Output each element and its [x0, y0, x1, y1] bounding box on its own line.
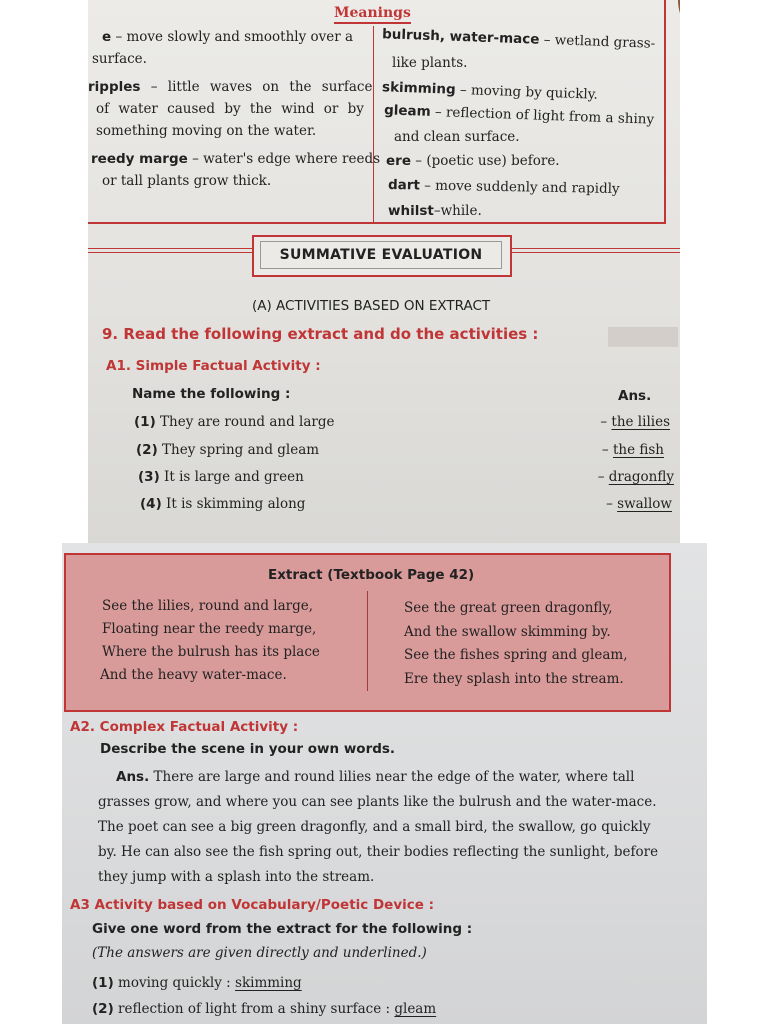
meaning-term: skimming	[381, 79, 456, 98]
meaning-term: dart	[387, 176, 421, 194]
a3-heading: A3 Activity based on Vocabulary/Poetic Device :	[70, 897, 435, 913]
poem-line: And the swallow skimming by.	[404, 624, 611, 640]
poem-line: And the heavy water-mace.	[100, 667, 287, 683]
meanings-title: Meanings	[334, 4, 411, 24]
poem-line: Floating near the reedy marge,	[102, 621, 317, 637]
answer-text: the fish	[612, 442, 664, 458]
bottom-page-photo	[62, 543, 707, 1024]
answer-line	[98, 765, 678, 790]
answer-text: the lilies	[611, 414, 670, 430]
a2-heading: A2. Complex Factual Activity :	[70, 719, 299, 735]
top-page-photo	[88, 0, 680, 545]
item-number: (1)	[92, 975, 114, 991]
meaning-def: like plants.	[392, 55, 468, 71]
meanings-box	[88, 0, 666, 224]
item-text: They are round and large	[160, 414, 335, 430]
meaning-left-4	[96, 120, 316, 142]
meaning-def: – water's edge where reeds	[187, 151, 381, 167]
answer-line: The poet can see a big green dragonfly, and a small bird, the swallow, go quickly	[98, 819, 651, 835]
meaning-left-0	[102, 26, 353, 48]
question-9: 9. Read the following extract and do the activities :	[102, 325, 539, 343]
answer-line: grasses grow, and where you can see plants like the bulrush and the water-mace.	[98, 794, 657, 810]
finger-image	[678, 0, 680, 40]
meaning-def: and clean surface.	[394, 129, 520, 145]
meaning-right-5	[386, 150, 560, 172]
a2-question: Describe the scene in your own words.	[100, 741, 396, 757]
item-answer: – swallow	[606, 496, 672, 512]
a1-item	[140, 496, 680, 520]
meaning-def: – moving by quickly.	[455, 81, 599, 103]
activities-heading: (A) ACTIVITIES BASED ON EXTRACT	[252, 298, 491, 314]
meaning-def: – (poetic use) before.	[410, 153, 560, 169]
meaning-left-5	[91, 148, 380, 170]
meaning-def: – move slowly and smoothly over a	[111, 29, 354, 45]
meaning-left-3	[96, 98, 364, 120]
meaning-def: –while.	[433, 203, 482, 219]
meaning-term: gleam	[383, 102, 431, 120]
item-text: It is skimming along	[166, 496, 306, 512]
meaning-def: – reflection of light from a shiny	[430, 103, 655, 128]
meaning-right-7	[388, 200, 482, 222]
meaning-term: reedy marge	[91, 151, 188, 167]
meaning-term: bulrush, water-mace	[381, 26, 540, 48]
summative-title: SUMMATIVE EVALUATION	[260, 241, 502, 269]
item-text: It is large and green	[164, 469, 304, 485]
a1-instruction: Name the following :	[132, 386, 291, 402]
poem-line: See the fishes spring and gleam,	[404, 647, 628, 663]
a1-ans-label: Ans.	[618, 388, 652, 404]
vocab-item	[92, 975, 302, 991]
extract-divider	[367, 591, 368, 691]
ans-label: Ans.	[116, 769, 150, 785]
meaning-def: or tall plants grow thick.	[102, 173, 272, 189]
item-number: (2)	[136, 442, 158, 458]
item-number: (1)	[134, 414, 156, 430]
item-answer: – the lilies	[600, 414, 670, 430]
item-text: moving quickly :	[118, 975, 236, 991]
summative-box	[252, 235, 512, 277]
poem-line: See the lilies, round and large,	[102, 598, 314, 614]
highlight-smudge	[608, 327, 678, 347]
a1-heading: A1. Simple Factual Activity :	[106, 358, 321, 374]
a1-item	[136, 442, 676, 466]
item-answer: – dragonfly	[597, 469, 674, 485]
poem-line: See the great green dragonfly,	[404, 600, 613, 616]
meaning-right-0	[382, 23, 656, 55]
item-text: reflection of light from a shiny surface :	[118, 1001, 395, 1017]
meaning-def: – little waves on the surface	[140, 79, 373, 95]
item-number: (2)	[92, 1001, 114, 1017]
a2-answer	[98, 765, 678, 890]
a3-note: (The answers are given directly and underlined.)	[92, 945, 427, 961]
answer-text: skimming	[235, 975, 302, 991]
answer-line: by. He can also see the fish spring out, their bodies reflecting the sunlight, before	[98, 844, 659, 860]
meaning-right-6	[388, 174, 620, 200]
meaning-def: something moving on the water.	[96, 123, 317, 139]
poem-line: Where the bulrush has its place	[102, 644, 320, 660]
answer-text: There are large and round lilies near the edge of the water, where tall	[149, 769, 635, 785]
meaning-left-6	[102, 170, 271, 192]
vocab-item	[92, 1001, 436, 1017]
meaning-left-1	[92, 48, 147, 70]
meaning-def: – move suddenly and rapidly	[419, 177, 620, 198]
item-text: They spring and gleam	[162, 442, 320, 458]
a3-question: Give one word from the extract for the following :	[92, 921, 473, 937]
poem-line: Ere they splash into the stream.	[404, 671, 624, 687]
meaning-term: e	[102, 29, 112, 45]
meaning-term: whilst	[388, 203, 434, 219]
meaning-right-1	[392, 52, 467, 74]
item-number: (3)	[138, 469, 160, 485]
a1-item	[134, 414, 674, 438]
answer-text: gleam	[394, 1001, 437, 1017]
meaning-right-4	[394, 126, 520, 148]
meaning-def: of water caused by the wind or by	[96, 101, 364, 117]
meaning-left-2	[88, 76, 372, 98]
extract-title: Extract (Textbook Page 42)	[268, 567, 475, 583]
answer-text: dragonfly	[608, 469, 674, 485]
meaning-def: – wetland grass-	[539, 31, 656, 52]
item-number: (4)	[140, 496, 162, 512]
a1-item	[138, 469, 678, 493]
answer-text: swallow	[617, 496, 672, 512]
meanings-divider	[373, 26, 374, 222]
meaning-term: ere	[386, 153, 411, 169]
answer-line: they jump with a splash into the stream.	[98, 869, 375, 885]
meaning-def: surface.	[92, 51, 147, 67]
meaning-term: ripples	[88, 79, 141, 95]
item-answer: – the fish	[601, 442, 664, 458]
